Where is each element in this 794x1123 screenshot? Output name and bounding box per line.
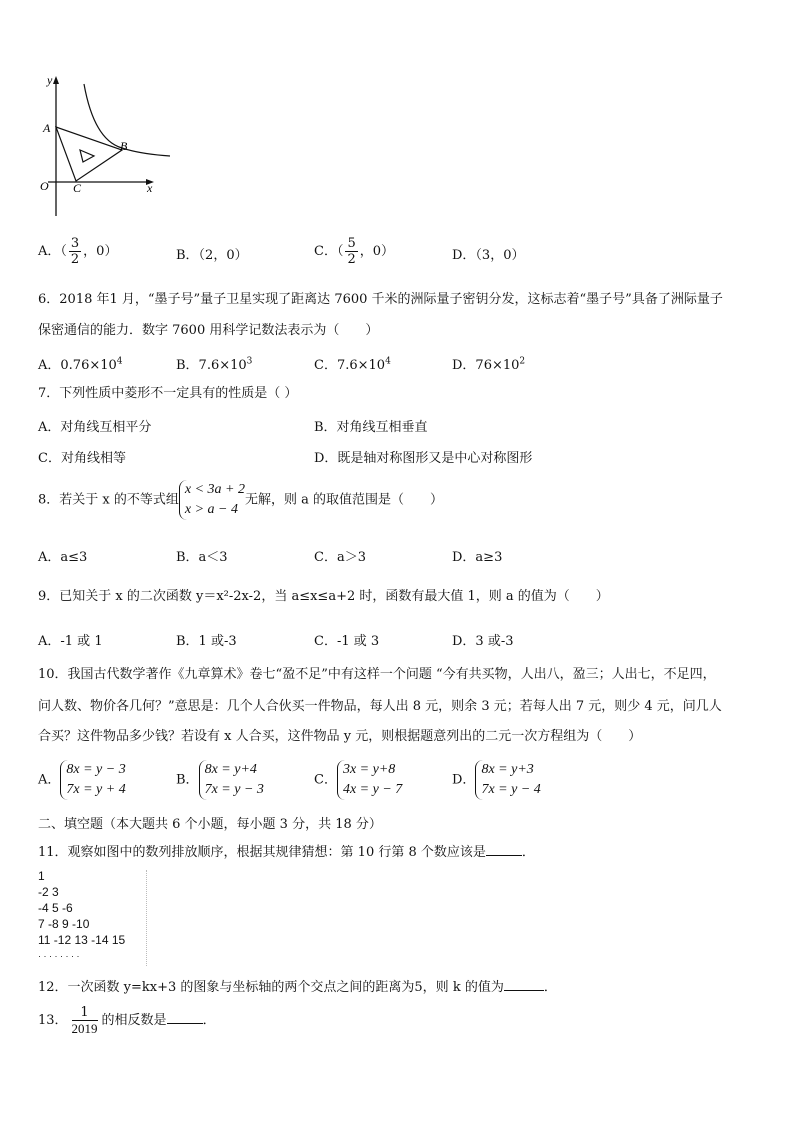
q6-option-b: B．$7.6\times 10^3$ [176,356,253,373]
graph-x-label: x [147,181,153,195]
q10-line1: 10．我国古代数学著作《九章算术》卷七“盈不足”中有这样一个问题 “今有共买物，人出八，盈三；人出七，不足四， [38,667,716,682]
graph-y-label: y [47,73,53,87]
seq-row: 7 -8 9 -10 [38,917,90,931]
seq-row: -2 3 [38,885,59,899]
q8-option-a: A．a≤3 [38,550,88,565]
q6-line1: 6．2018 年1 月，“墨子号”量子卫星实现了距离达 7600 千米的洲际量子密钥分发，这标志着“墨子号”具备了洲际量子 [38,292,723,307]
q6-option-c: C．$7.6\times 10^4$ [314,356,391,373]
q9-stem: 9．已知关于 x 的二次函数 y＝x²-2x-2，当 a≤x≤a+2 时，函数有最大值 1，则 a 的值为（ ） [38,589,609,604]
q13-stem: 13． $\frac{1}{2019}$ 的相反数是 ． [38,1005,216,1036]
q10-option-d-system: 8x = y+3 7x = y − 4 [475,760,540,800]
q13-answer-blank [167,1011,203,1024]
q10-option-b: B． 8x = y+4 7x = y − 3 [176,760,264,800]
q8-option-b: B．a＜3 [176,550,228,565]
q7-option-a: A．对角线互相平分 [38,420,152,435]
q6-option-d: D．$76\times 10^2$ [452,356,526,373]
q5-option-c-fraction: $\frac{5}{2}$ [347,236,356,267]
q9-option-c: C．-1 或 3 [314,634,380,649]
q9-option-a: A．-1 或 1 [38,634,103,649]
q10-line3: 合买？这件物品多少钱？若设有 x 人合买，这件物品 y 元，则根据题意列出的二元一次方程组为（ ） [38,729,642,744]
q8-inequality-system: x < 3a + 2 x > a − 4 [179,480,245,520]
q12-stem: 12．一次函数 y=kx+3 的图象与坐标轴的两个交点之间的距离为5，则 k 的值为 ． [38,980,557,995]
q8-stem: 8．若关于 x 的不等式组 x < 3a + 2 x > a − 4 无解，则 a 的取值范围是（ ） [38,480,443,520]
q10-option-c-system: 3x = y+8 4x = y − 7 [337,760,402,800]
q9-option-d: D．3 或-3 [452,634,514,649]
q5-option-d: D．（3，0） [452,248,525,263]
q7-option-c: C．对角线相等 [38,451,126,466]
seq-row: · · · · · · · · [38,951,80,961]
q8-option-c: C．a＞3 [314,550,366,565]
q11-answer-blank [486,843,522,856]
graph-point-c-label: C [73,181,82,195]
q5-option-c: C．（ $\frac{5}{2}$ ，0） [314,236,395,267]
seq-row: 11 -12 13 -14 15 [38,933,126,947]
graph-point-b-label: B [120,139,128,153]
section-2-heading: 二、填空题（本大题共 6 个小题，每小题 3 分，共 18 分） [38,817,382,832]
q5-option-a-fraction: $\frac{3}{2}$ [70,236,80,267]
q5-option-a: A．（ $\frac{3}{2}$ ，0） [38,236,118,267]
q13-fraction: $\frac{1}{2019}$ [71,1005,98,1036]
q10-option-a-system: 8x = y − 3 7x = y + 4 [60,760,125,800]
seq-row: 1 [38,869,45,883]
q11-stem: 11．观察如图中的数列排放顺序，根据其规律猜想：第 10 行第 8 个数应该是 ． [38,845,535,860]
q7-stem: 7．下列性质中菱形不一定具有的性质是（ ） [38,386,298,401]
q7-option-d: D．既是轴对称图形又是中心对称图形 [314,451,533,466]
graph-point-a-label: A [43,121,51,135]
q10-line2: 问人数、物价各几何？”意思是：几个人合伙买一件物品，每人出 8 元，则余 3 元；若每人出 7 元，则少 4 元，问几人 [38,699,722,714]
q10-option-c: C． 3x = y+8 4x = y − 7 [314,760,402,800]
q10-option-d: D． 8x = y+3 7x = y − 4 [452,760,541,800]
q7-option-b: B．对角线互相垂直 [314,420,428,435]
q6-line2: 保密通信的能力．数字 7600 用科学记数法表示为（ ） [38,323,379,338]
q9-option-b: B．1 或-3 [176,634,237,649]
q12-answer-blank [504,978,544,991]
q11-number-triangle [38,868,125,964]
q6-option-a: A．$0.76\times 10^4$ [38,356,123,373]
coordinate-graph [30,70,180,220]
q10-option-b-system: 8x = y+4 7x = y − 3 [199,760,264,800]
seq-row: -4 5 -6 [38,901,73,915]
graph-origin-label: O [40,179,49,193]
q11-figure-border [146,870,147,966]
q5-option-b: B．（2，0） [176,248,248,263]
q10-option-a: A． 8x = y − 3 7x = y + 4 [38,760,126,800]
q8-option-d: D．a≥3 [452,550,503,565]
